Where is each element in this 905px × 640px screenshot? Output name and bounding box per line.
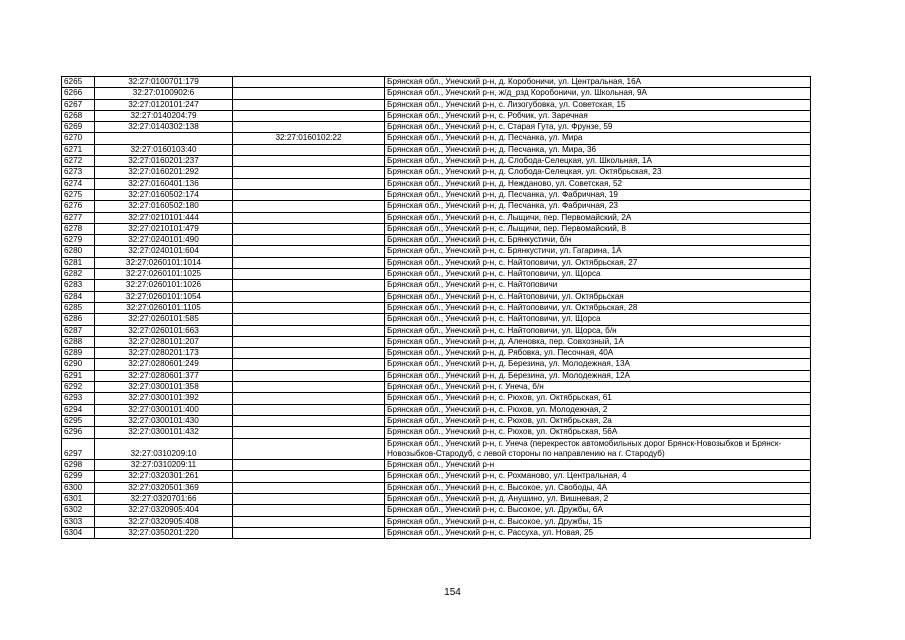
table-row [62, 156, 811, 167]
cadastral-number-cell: 32:27:0300101:392 [95, 393, 233, 404]
address-cell: Брянская обл., Унечский р-н, д. Анушино, ул. Вишневая, 2 [385, 493, 811, 504]
row-number-cell: 6300 [62, 482, 95, 493]
table-row [62, 336, 811, 347]
previous-cadastral-number-cell [233, 393, 385, 404]
cadastral-number-cell: 32:27:0240101:490 [95, 235, 233, 246]
cadastral-number-cell: 32:27:0280101:207 [95, 336, 233, 347]
table-row [62, 359, 811, 370]
table-row [62, 325, 811, 336]
table-row [62, 516, 811, 527]
address-cell: Брянская обл., Унечский р-н, с. Найтоповичи, ул. Октябрьская [385, 291, 811, 302]
cadastral-number-cell: 32:27:0160201:292 [95, 167, 233, 178]
address-cell: Брянская обл., Унечский р-н, с. Найтоповичи, ул. Октябрьская, 28 [385, 302, 811, 313]
address-cell: Брянская обл., Унечский р-н, с. Робчик, ул. Заречная [385, 110, 811, 121]
address-cell: Брянская обл., Унечский р-н, д. Нежданово, ул. Советская, 52 [385, 178, 811, 189]
row-number-cell: 6284 [62, 291, 95, 302]
row-number-cell: 6294 [62, 404, 95, 415]
address-cell: Брянская обл., Унечский р-н, с. Высокое, ул. Дружбы, 15 [385, 516, 811, 527]
previous-cadastral-number-cell [233, 280, 385, 291]
address-cell: Брянская обл., Унечский р-н, с. Рюхов, ул. Октябрьская, 2а [385, 415, 811, 426]
previous-cadastral-number-cell [233, 201, 385, 212]
table-row [62, 493, 811, 504]
previous-cadastral-number-cell [233, 110, 385, 121]
table-row [62, 201, 811, 212]
cadastral-number-cell: 32:27:0160502:174 [95, 189, 233, 200]
table-row [62, 382, 811, 393]
previous-cadastral-number-cell [233, 291, 385, 302]
previous-cadastral-number-cell [233, 212, 385, 223]
table-row [62, 460, 811, 471]
cadastral-number-cell: 32:27:0160502:180 [95, 201, 233, 212]
row-number-cell: 6270 [62, 133, 95, 144]
previous-cadastral-number-cell [233, 359, 385, 370]
row-number-cell: 6281 [62, 257, 95, 268]
property-registry-table [61, 76, 811, 539]
address-cell: Брянская обл., Унечский р-н, с. Найтоповичи, ул. Щорса [385, 314, 811, 325]
previous-cadastral-number-cell [233, 493, 385, 504]
cadastral-number-cell: 32:27:0260101:663 [95, 325, 233, 336]
table-row [62, 178, 811, 189]
row-number-cell: 6271 [62, 144, 95, 155]
row-number-cell: 6266 [62, 88, 95, 99]
address-cell: Брянская обл., Унечский р-н, с. Найтоповичи, ул. Щорса, б/н [385, 325, 811, 336]
address-cell: Брянская обл., Унечский р-н, г. Унеча, б/н [385, 382, 811, 393]
table-body [62, 77, 811, 539]
address-cell: Брянская обл., Унечский р-н, с. Высокое, ул. Дружбы, 6А [385, 505, 811, 516]
address-cell: Брянская обл., Унечский р-н, с. Лизогубовка, ул. Советская, 15 [385, 99, 811, 110]
row-number-cell: 6302 [62, 505, 95, 516]
previous-cadastral-number-cell [233, 471, 385, 482]
previous-cadastral-number-cell [233, 460, 385, 471]
row-number-cell: 6273 [62, 167, 95, 178]
address-cell: Брянская обл., Унечский р-н, с. Высокое, ул. Свободы, 4А [385, 482, 811, 493]
table-row [62, 189, 811, 200]
address-cell: Брянская обл., Унечский р-н, д. Песчанка, ул. Мира [385, 133, 811, 144]
address-cell: Брянская обл., Унечский р-н, с. Брянкустичи, ул. Гагарина, 1А [385, 246, 811, 257]
row-number-cell: 6289 [62, 348, 95, 359]
table-row [62, 482, 811, 493]
address-cell: Брянская обл., Унечский р-н, д. Песчанка, ул. Мира, 36 [385, 144, 811, 155]
previous-cadastral-number-cell [233, 246, 385, 257]
cadastral-number-cell: 32:27:0320501:369 [95, 482, 233, 493]
previous-cadastral-number-cell [233, 99, 385, 110]
previous-cadastral-number-cell [233, 370, 385, 381]
cadastral-number-cell: 32:27:0280601:377 [95, 370, 233, 381]
cadastral-number-cell: 32:27:0210101:479 [95, 223, 233, 234]
address-cell: Брянская обл., Унечский р-н, с. Рохманово, ул. Центральная, 4 [385, 471, 811, 482]
table-row [62, 246, 811, 257]
previous-cadastral-number-cell [233, 325, 385, 336]
table-row [62, 269, 811, 280]
previous-cadastral-number-cell [233, 382, 385, 393]
row-number-cell: 6287 [62, 325, 95, 336]
table-row [62, 133, 811, 144]
cadastral-number-cell: 32:27:0240101:604 [95, 246, 233, 257]
address-cell: Брянская обл., Унечский р-н, д. Рябовка, ул. Песочная, 40А [385, 348, 811, 359]
row-number-cell: 6283 [62, 280, 95, 291]
cadastral-number-cell [95, 133, 233, 144]
previous-cadastral-number-cell [233, 404, 385, 415]
address-cell: Брянская обл., Унечский р-н, с. Рюхов, ул. Молодежная, 2 [385, 404, 811, 415]
row-number-cell: 6276 [62, 201, 95, 212]
cadastral-number-cell: 32:27:0260101:1025 [95, 269, 233, 280]
previous-cadastral-number-cell [233, 314, 385, 325]
address-cell: Брянская обл., Унечский р-н, ж/д_рзд Коробоничи, ул. Школьная, 9А [385, 88, 811, 99]
address-cell: Брянская обл., Унечский р-н, с. Старая Гута, ул. Фрунзе, 59 [385, 122, 811, 133]
row-number-cell: 6295 [62, 415, 95, 426]
table-row [62, 144, 811, 155]
address-cell: Брянская обл., Унечский р-н, д. Березина, ул. Молодежная, 12А [385, 370, 811, 381]
row-number-cell: 6301 [62, 493, 95, 504]
table-row [62, 110, 811, 121]
address-cell: Брянская обл., Унечский р-н, с. Брянкустичи, б/н [385, 235, 811, 246]
address-cell: Брянская обл., Унечский р-н, д. Слобода-Селецкая, ул. Школьная, 1А [385, 156, 811, 167]
table-row [62, 223, 811, 234]
table-row [62, 415, 811, 426]
cadastral-number-cell: 32:27:0300101:432 [95, 427, 233, 438]
previous-cadastral-number-cell [233, 178, 385, 189]
address-cell: Брянская обл., Унечский р-н, с. Рассуха, ул. Новая, 25 [385, 527, 811, 538]
address-cell: Брянская обл., Унечский р-н [385, 460, 811, 471]
address-cell: Брянская обл., Унечский р-н, д. Песчанка, ул. Фабричная, 19 [385, 189, 811, 200]
address-cell: Брянская обл., Унечский р-н, с. Лыщичи, пер. Первомайский, 2А [385, 212, 811, 223]
cadastral-number-cell: 32:27:0160201:237 [95, 156, 233, 167]
row-number-cell: 6293 [62, 393, 95, 404]
previous-cadastral-number-cell [233, 223, 385, 234]
cadastral-number-cell: 32:27:0310209:10 [95, 438, 233, 460]
row-number-cell: 6282 [62, 269, 95, 280]
cadastral-number-cell: 32:27:0260101:1054 [95, 291, 233, 302]
row-number-cell: 6265 [62, 77, 95, 88]
address-cell: Брянская обл., Унечский р-н, с. Найтоповичи [385, 280, 811, 291]
previous-cadastral-number-cell [233, 427, 385, 438]
cadastral-number-cell: 32:27:0320701:66 [95, 493, 233, 504]
table-row [62, 167, 811, 178]
table-row [62, 280, 811, 291]
table-row [62, 235, 811, 246]
table-row [62, 291, 811, 302]
cadastral-number-cell: 32:27:0140302:138 [95, 122, 233, 133]
row-number-cell: 6297 [62, 438, 95, 460]
cadastral-number-cell: 32:27:0350201:220 [95, 527, 233, 538]
previous-cadastral-number-cell [233, 122, 385, 133]
cadastral-number-cell: 32:27:0320301:261 [95, 471, 233, 482]
cadastral-number-cell: 32:27:0140204:79 [95, 110, 233, 121]
cadastral-number-cell: 32:27:0120101:247 [95, 99, 233, 110]
row-number-cell: 6299 [62, 471, 95, 482]
previous-cadastral-number-cell [233, 348, 385, 359]
table-row [62, 314, 811, 325]
cadastral-number-cell: 32:27:0100701:179 [95, 77, 233, 88]
table-row [62, 505, 811, 516]
row-number-cell: 6280 [62, 246, 95, 257]
row-number-cell: 6277 [62, 212, 95, 223]
cadastral-number-cell: 32:27:0160401:136 [95, 178, 233, 189]
cadastral-number-cell: 32:27:0260101:1105 [95, 302, 233, 313]
cadastral-number-cell: 32:27:0280601:249 [95, 359, 233, 370]
table-row [62, 212, 811, 223]
table-row [62, 404, 811, 415]
previous-cadastral-number-cell [233, 235, 385, 246]
cadastral-number-cell: 32:27:0320905:408 [95, 516, 233, 527]
previous-cadastral-number-cell [233, 189, 385, 200]
address-cell: Брянская обл., Унечский р-н, д. Слобода-Селецкая, ул. Октябрьская, 23 [385, 167, 811, 178]
previous-cadastral-number-cell [233, 88, 385, 99]
table-row [62, 122, 811, 133]
row-number-cell: 6269 [62, 122, 95, 133]
previous-cadastral-number-cell [233, 144, 385, 155]
cadastral-number-cell: 32:27:0260101:1026 [95, 280, 233, 291]
table-row [62, 370, 811, 381]
row-number-cell: 6274 [62, 178, 95, 189]
row-number-cell: 6275 [62, 189, 95, 200]
table-row [62, 77, 811, 88]
row-number-cell: 6292 [62, 382, 95, 393]
row-number-cell: 6303 [62, 516, 95, 527]
previous-cadastral-number-cell [233, 302, 385, 313]
cadastral-number-cell: 32:27:0100902:6 [95, 88, 233, 99]
previous-cadastral-number-cell [233, 516, 385, 527]
cadastral-number-cell: 32:27:0300101:358 [95, 382, 233, 393]
cadastral-number-cell: 32:27:0300101:430 [95, 415, 233, 426]
previous-cadastral-number-cell [233, 438, 385, 460]
table-row [62, 438, 811, 460]
row-number-cell: 6268 [62, 110, 95, 121]
table-row [62, 99, 811, 110]
row-number-cell: 6296 [62, 427, 95, 438]
previous-cadastral-number-cell [233, 336, 385, 347]
row-number-cell: 6279 [62, 235, 95, 246]
address-cell: Брянская обл., Унечский р-н, д. Коробоничи, ул. Центральная, 16А [385, 77, 811, 88]
previous-cadastral-number-cell [233, 156, 385, 167]
row-number-cell: 6288 [62, 336, 95, 347]
address-cell: Брянская обл., Унечский р-н, с. Рюхов, ул. Октябрьская, 56А [385, 427, 811, 438]
table-row [62, 393, 811, 404]
previous-cadastral-number-cell [233, 257, 385, 268]
table-row [62, 302, 811, 313]
row-number-cell: 6267 [62, 99, 95, 110]
address-cell: Брянская обл., Унечский р-н, с. Найтоповичи, ул. Щорса [385, 269, 811, 280]
cadastral-number-cell: 32:27:0310209:11 [95, 460, 233, 471]
table-row [62, 471, 811, 482]
page-number: 154 [444, 587, 461, 598]
row-number-cell: 6291 [62, 370, 95, 381]
table-row [62, 427, 811, 438]
address-cell: Брянская обл., Унечский р-н, д. Березина, ул. Молодежная, 13А [385, 359, 811, 370]
address-cell: Брянская обл., Унечский р-н, с. Найтоповичи, ул. Октябрьская, 27 [385, 257, 811, 268]
previous-cadastral-number-cell [233, 415, 385, 426]
cadastral-number-cell: 32:27:0300101:400 [95, 404, 233, 415]
row-number-cell: 6304 [62, 527, 95, 538]
cadastral-number-cell: 32:27:0320905:404 [95, 505, 233, 516]
cadastral-number-cell: 32:27:0280201:173 [95, 348, 233, 359]
row-number-cell: 6285 [62, 302, 95, 313]
previous-cadastral-number-cell [233, 482, 385, 493]
previous-cadastral-number-cell [233, 527, 385, 538]
cadastral-number-cell: 32:27:0210101:444 [95, 212, 233, 223]
table-row [62, 88, 811, 99]
previous-cadastral-number-cell [233, 77, 385, 88]
address-cell: Брянская обл., Унечский р-н, г. Унеча (перекресток автомобильных дорог Брянск-Новозыбков и Брянск-Новозыбков-Стародуб, с левой стороны по направлению на г. Стародуб) [385, 438, 811, 460]
previous-cadastral-number-cell [233, 505, 385, 516]
previous-cadastral-number-cell [233, 269, 385, 280]
address-cell: Брянская обл., Унечский р-н, д. Аленовка, пер. Совхозный, 1А [385, 336, 811, 347]
row-number-cell: 6278 [62, 223, 95, 234]
table-row [62, 527, 811, 538]
row-number-cell: 6290 [62, 359, 95, 370]
table-row [62, 348, 811, 359]
table-row [62, 257, 811, 268]
cadastral-number-cell: 32:27:0160103:40 [95, 144, 233, 155]
address-cell: Брянская обл., Унечский р-н, д. Песчанка, ул. Фабричная, 23 [385, 201, 811, 212]
previous-cadastral-number-cell [233, 167, 385, 178]
row-number-cell: 6286 [62, 314, 95, 325]
previous-cadastral-number-cell: 32:27:0160102:22 [233, 133, 385, 144]
cadastral-number-cell: 32:27:0260101:1014 [95, 257, 233, 268]
address-cell: Брянская обл., Унечский р-н, с. Лыщичи, пер. Первомайский, 8 [385, 223, 811, 234]
row-number-cell: 6298 [62, 460, 95, 471]
cadastral-number-cell: 32:27:0260101:585 [95, 314, 233, 325]
address-cell: Брянская обл., Унечский р-н, с. Рюхов, ул. Октябрьская, 61 [385, 393, 811, 404]
row-number-cell: 6272 [62, 156, 95, 167]
